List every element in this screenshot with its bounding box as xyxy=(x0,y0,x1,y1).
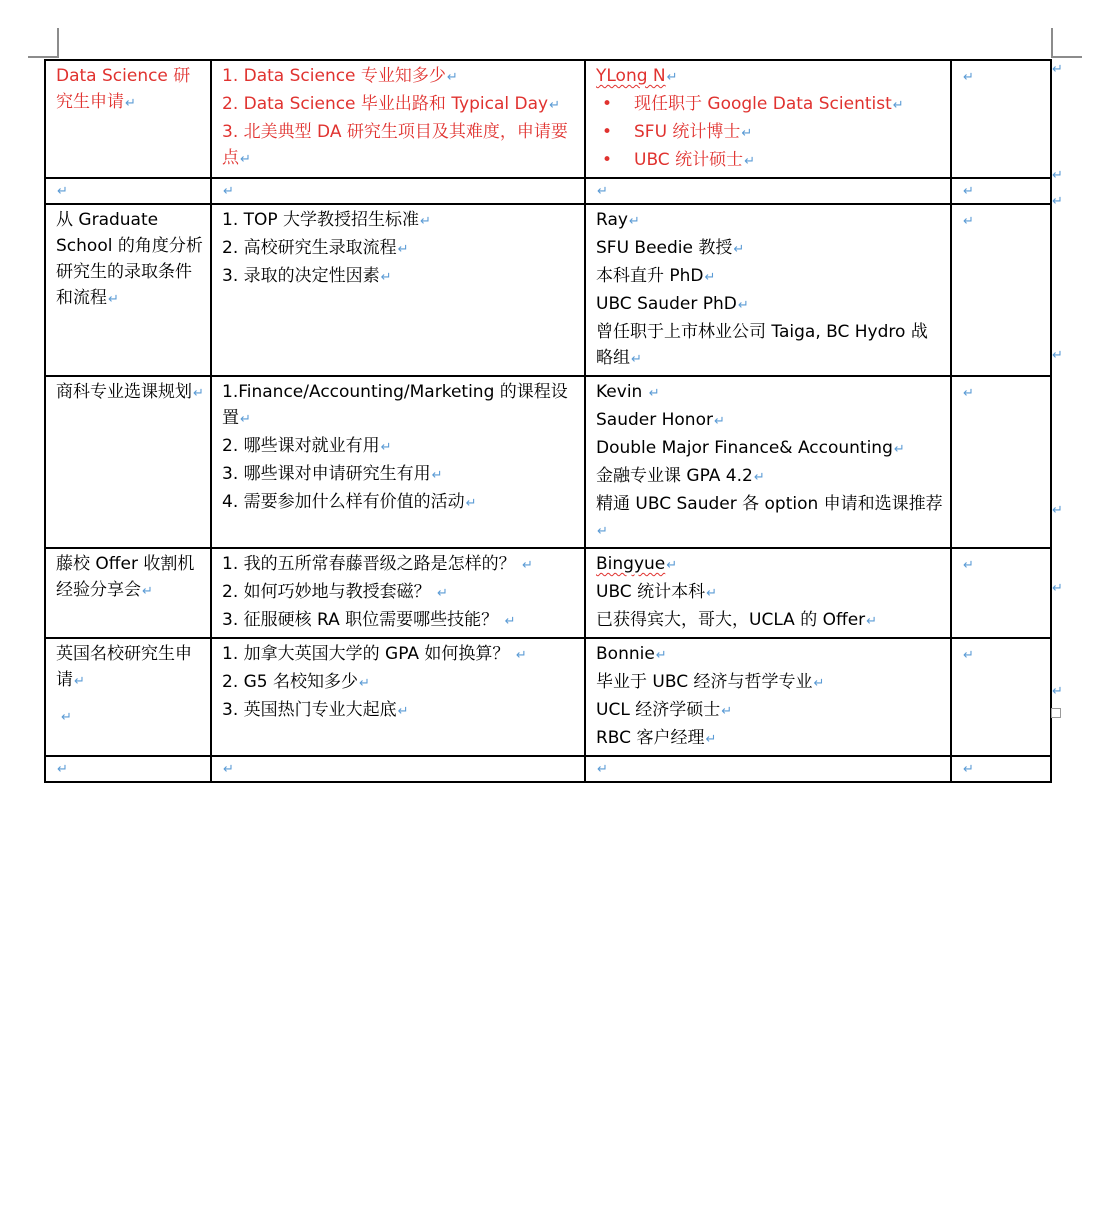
paragraph-mark: ↵ xyxy=(515,648,527,663)
table-row xyxy=(45,204,1051,376)
paragraph-mark: ↵ xyxy=(963,70,974,85)
speaker-line: RBC 客户经理 xyxy=(596,728,705,748)
speaker-cell[interactable] xyxy=(585,60,951,178)
paragraph-mark: ↵ xyxy=(380,270,392,285)
topic-text: Data Science 研究生申请 xyxy=(56,66,191,112)
topic-text: 商科专业选课规划 xyxy=(56,382,192,402)
speaker-name: Ray xyxy=(596,210,628,230)
speaker-line: UBC 统计本科 xyxy=(596,582,706,602)
empty-cell[interactable] xyxy=(211,756,585,782)
content-line: 3. 录取的决定性因素 xyxy=(222,266,380,286)
speaker-line: 金融专业课 GPA 4.2 xyxy=(596,466,753,486)
paragraph-mark: ↵ xyxy=(597,762,608,777)
paragraph-mark: ↵ xyxy=(713,414,725,429)
paragraph-mark: ↵ xyxy=(963,648,974,663)
extra-cell[interactable] xyxy=(951,548,1051,638)
content-cell[interactable] xyxy=(211,548,585,638)
schedule-table xyxy=(44,59,1052,783)
paragraph-mark: ↵ xyxy=(240,152,251,167)
content-line: 3. 哪些课对申请研究生有用 xyxy=(222,464,431,484)
paragraph-mark: ↵ xyxy=(465,496,477,511)
paragraph-mark: ↵ xyxy=(737,298,749,313)
content-line: 2. 哪些课对就业有用 xyxy=(222,436,380,456)
table-row xyxy=(45,376,1051,548)
paragraph-mark: ↵ xyxy=(193,386,204,401)
content-line: 3. 征服硬核 RA 职位需要哪些技能？ xyxy=(222,610,499,630)
paragraph-mark: ↵ xyxy=(666,70,678,85)
topic-cell[interactable] xyxy=(45,60,211,178)
speaker-cell[interactable] xyxy=(585,376,951,548)
empty-cell[interactable] xyxy=(211,178,585,204)
content-cell[interactable] xyxy=(211,638,585,756)
paragraph-mark: ↵ xyxy=(380,440,392,455)
paragraph-mark: ↵ xyxy=(744,154,755,169)
extra-cell[interactable] xyxy=(951,60,1051,178)
content-line: 1. TOP 大学教授招生标准 xyxy=(222,210,420,230)
paragraph-mark: ↵ xyxy=(893,442,905,457)
paragraph-mark: ↵ xyxy=(597,524,608,539)
speaker-line: SFU 统计博士 xyxy=(634,122,741,142)
paragraph-mark: ↵ xyxy=(420,214,431,229)
speaker-line: 毕业于 UBC 经济与哲学专业 xyxy=(596,672,813,692)
speaker-line: UBC Sauder PhD xyxy=(596,294,737,314)
paragraph-mark: ↵ xyxy=(359,676,370,691)
content-line: 3. 北美典型 DA 研究生项目及其难度，申请要点 xyxy=(222,122,568,168)
speaker-name: Bingyue xyxy=(596,554,666,574)
row-end-mark: ↵ xyxy=(1052,168,1063,183)
content-line: 1. Data Science 专业知多少 xyxy=(222,66,446,86)
paragraph-mark: ↵ xyxy=(597,184,608,199)
empty-cell[interactable] xyxy=(585,756,951,782)
speaker-cell[interactable] xyxy=(585,548,951,638)
content-line: 4. 需要参加什么样有价值的活动 xyxy=(222,492,465,512)
table-row xyxy=(45,548,1051,638)
paragraph-mark: ↵ xyxy=(437,586,448,601)
speaker-line: UBC 统计硕士 xyxy=(634,150,744,170)
speaker-name: Bonnie xyxy=(596,644,655,664)
crop-mark-top-left-vertical xyxy=(57,28,59,58)
topic-cell[interactable] xyxy=(45,548,211,638)
paragraph-mark: ↵ xyxy=(648,386,660,401)
paragraph-mark: ↵ xyxy=(397,242,409,257)
content-line: 1. 我的五所常春藤晋级之路是怎样的？ xyxy=(222,554,516,574)
paragraph-mark: ↵ xyxy=(704,270,716,285)
content-line: 2. Data Science 毕业出路和 Typical Day xyxy=(222,94,549,114)
bullet-icon: • xyxy=(602,150,613,170)
paragraph-mark: ↵ xyxy=(223,184,234,199)
speaker-cell[interactable] xyxy=(585,638,951,756)
content-line: 1. 加拿大英国大学的 GPA 如何换算？ xyxy=(222,644,510,664)
paragraph-mark: ↵ xyxy=(628,214,640,229)
table-resize-handle[interactable] xyxy=(1051,708,1061,718)
speaker-name: YLong N xyxy=(596,66,666,86)
paragraph-mark: ↵ xyxy=(57,184,68,199)
paragraph-mark: ↵ xyxy=(963,762,974,777)
topic-cell[interactable] xyxy=(45,204,211,376)
speaker-line: 已获得宾大，哥大，UCLA 的 Offer xyxy=(596,610,866,630)
paragraph-mark: ↵ xyxy=(431,468,443,483)
empty-cell[interactable] xyxy=(951,756,1051,782)
paragraph-mark: ↵ xyxy=(522,558,533,573)
content-cell[interactable] xyxy=(211,376,585,548)
bullet-icon: • xyxy=(602,122,613,142)
topic-cell[interactable] xyxy=(45,638,211,756)
speaker-line: 本科直升 PhD xyxy=(596,266,704,286)
paragraph-mark: ↵ xyxy=(733,242,745,257)
paragraph-mark: ↵ xyxy=(125,96,136,111)
paragraph-mark: ↵ xyxy=(706,586,717,601)
content-cell[interactable] xyxy=(211,60,585,178)
speaker-line: 现任职于 Google Data Scientist xyxy=(634,94,892,114)
row-end-mark: ↵ xyxy=(1052,581,1063,596)
paragraph-mark: ↵ xyxy=(963,386,974,401)
paragraph-mark: ↵ xyxy=(397,704,409,719)
content-line: 2. 如何巧妙地与教授套磁？ xyxy=(222,582,431,602)
speaker-line: UCL 经济学硕士 xyxy=(596,700,721,720)
paragraph-mark: ↵ xyxy=(57,762,68,777)
content-line: 2. G5 名校知多少 xyxy=(222,672,359,692)
extra-cell[interactable] xyxy=(951,638,1051,756)
paragraph-mark: ↵ xyxy=(240,412,251,427)
row-end-mark: ↵ xyxy=(1052,684,1063,699)
content-line: 3. 英国热门专业大起底 xyxy=(222,700,397,720)
paragraph-mark: ↵ xyxy=(705,732,717,747)
speaker-line: SFU Beedie 教授 xyxy=(596,238,733,258)
crop-mark-top-right-horizontal xyxy=(1051,56,1082,58)
extra-cell[interactable] xyxy=(951,204,1051,376)
row-end-mark: ↵ xyxy=(1052,348,1063,363)
paragraph-mark: ↵ xyxy=(741,126,753,141)
row-end-mark: ↵ xyxy=(1052,503,1063,518)
topic-text: 英国名校研究生申请 xyxy=(56,644,192,690)
speaker-line: 精通 UBC Sauder 各 option 申请和选课推荐 xyxy=(596,494,943,514)
paragraph-mark: ↵ xyxy=(721,704,733,719)
topic-cell[interactable] xyxy=(45,376,211,548)
extra-cell[interactable] xyxy=(951,376,1051,548)
row-end-mark: ↵ xyxy=(1052,62,1063,77)
speaker-line: Double Major Finance& Accounting xyxy=(596,438,893,458)
row-end-mark: ↵ xyxy=(1052,194,1063,209)
topic-text: 藤校 Offer 收割机经验分享会 xyxy=(56,554,195,600)
paragraph-mark: ↵ xyxy=(504,614,516,629)
speaker-line: Sauder Honor xyxy=(596,410,713,430)
empty-cell[interactable] xyxy=(45,756,211,782)
paragraph-mark: ↵ xyxy=(963,184,974,199)
table-row-empty xyxy=(45,178,1051,204)
paragraph-mark: ↵ xyxy=(142,584,153,599)
speaker-cell[interactable] xyxy=(585,204,951,376)
content-line: 2. 高校研究生录取流程 xyxy=(222,238,397,258)
table-row-empty xyxy=(45,756,1051,782)
paragraph-mark: ↵ xyxy=(753,470,765,485)
paragraph-mark: ↵ xyxy=(813,676,825,691)
crop-mark-top-right-vertical xyxy=(1051,28,1053,58)
paragraph-mark: ↵ xyxy=(631,352,642,367)
paragraph-mark: ↵ xyxy=(108,292,119,307)
speaker-name: Kevin xyxy=(596,382,643,402)
paragraph-mark: ↵ xyxy=(892,98,904,113)
paragraph-mark: ↵ xyxy=(446,70,458,85)
paragraph-mark: ↵ xyxy=(223,762,234,777)
empty-cell[interactable] xyxy=(45,178,211,204)
paragraph-mark: ↵ xyxy=(963,214,974,229)
content-line: 1.Finance/Accounting/Marketing 的课程设置 xyxy=(222,382,568,428)
paragraph-mark: ↵ xyxy=(61,710,72,725)
empty-cell[interactable] xyxy=(951,178,1051,204)
topic-text: 从 Graduate School 的角度分析研究生的录取条件和流程 xyxy=(56,210,203,308)
table-row xyxy=(45,60,1051,178)
empty-cell[interactable] xyxy=(585,178,951,204)
bullet-icon: • xyxy=(602,94,613,114)
paragraph-mark: ↵ xyxy=(963,558,974,573)
paragraph-mark: ↵ xyxy=(549,98,561,113)
crop-mark-top-left-horizontal xyxy=(28,56,59,58)
paragraph-mark: ↵ xyxy=(666,558,678,573)
content-cell[interactable] xyxy=(211,204,585,376)
paragraph-mark: ↵ xyxy=(655,648,667,663)
speaker-line: 曾任职于上市林业公司 Taiga, BC Hydro 战略组 xyxy=(596,322,928,368)
paragraph-mark: ↵ xyxy=(74,674,85,689)
paragraph-mark: ↵ xyxy=(866,614,878,629)
table-row xyxy=(45,638,1051,756)
